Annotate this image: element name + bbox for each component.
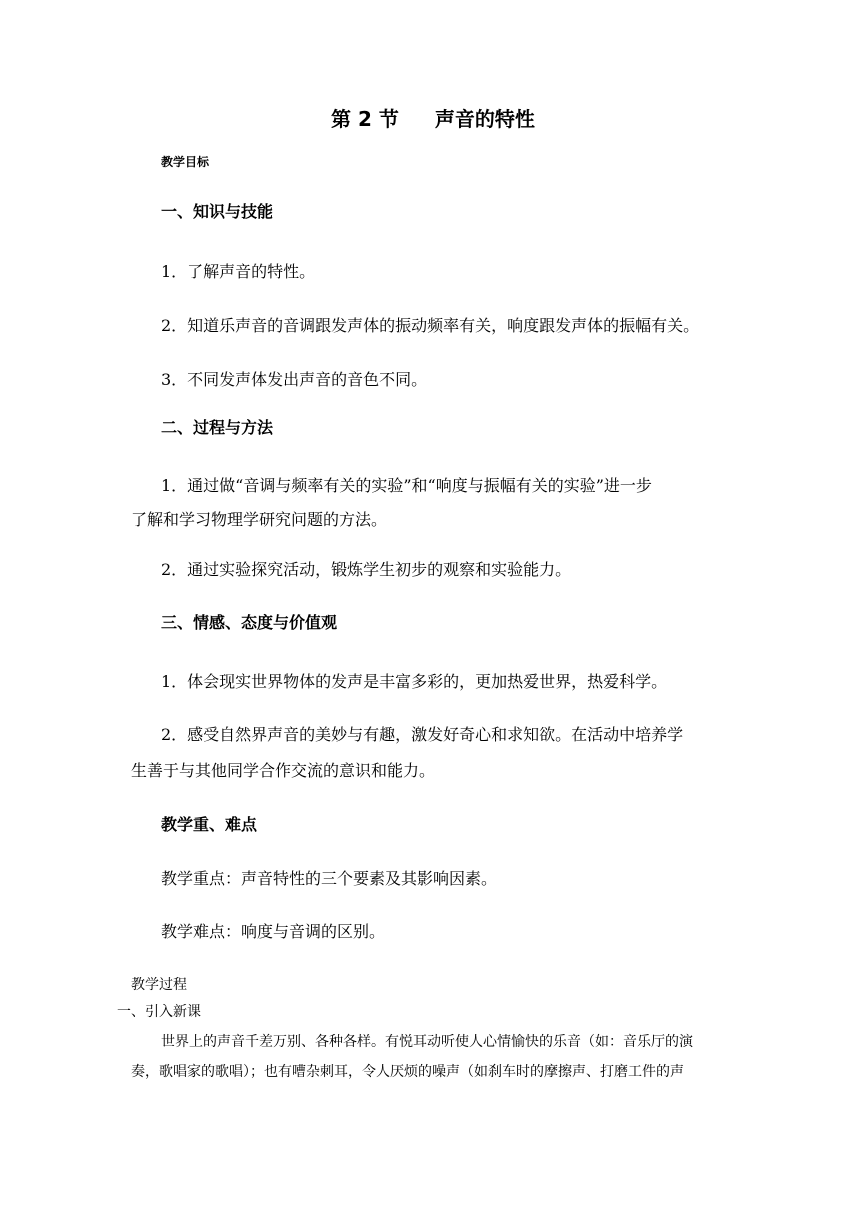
section1-item-2: 2．知道乐声音的音调跟发声体的振动频率有关，响度跟发声体的振幅有关。 [161,316,700,335]
section2-heading: 二、过程与方法 [161,418,274,437]
objectives-label: 教学目标 [161,155,210,169]
page-title [331,107,535,131]
section3-item-1: 1．体会现实世界物体的发声是丰富多彩的，更加热爱世界，热爱科学。 [161,672,668,691]
section1-item-3: 3．不同发声体发出声音的音色不同。 [161,370,428,389]
section3-item-2-line-1: 2．感受自然界声音的美妙与有趣，激发好奇心和求知欲。在活动中培养学 [161,725,684,744]
section3-item-2-line-2: 生善于与其他同学合作交流的意识和能力。 [131,761,436,780]
section3-heading: 三、情感、态度与价值观 [161,613,338,632]
section2-item-1-line-1: 1．通过做“音调与频率有关的实验”和“响度与振幅有关的实验”进一步 [161,476,652,495]
chapter-number: 第 2 节 [331,107,399,131]
key-point-difficulty: 教学难点：响度与音调的区别。 [161,922,386,941]
process-paragraph-line-2: 奏，歌唱家的歌唱）；也有嘈杂刺耳，令人厌烦的噪声（如刹车时的摩擦声、打磨工件的声 [131,1064,684,1080]
chapter-topic: 声音的特性 [434,107,535,131]
section1-heading: 一、知识与技能 [161,202,274,221]
section2-item-2: 2．通过实验探究活动，锻炼学生初步的观察和实验能力。 [161,560,572,579]
section2-item-1-line-2: 了解和学习物理学研究问题的方法。 [131,510,388,529]
process-subheading: 一、引入新课 [117,1004,201,1020]
section1-item-1: 1．了解声音的特性。 [161,262,316,281]
key-point-focus: 教学重点：声音特性的三个要素及其影响因素。 [161,869,498,888]
process-label: 教学过程 [131,977,187,993]
key-points-heading: 教学重、难点 [161,815,258,834]
process-paragraph-line-1: 世界上的声音千差万别、各种各样。有悦耳动听使人心情愉快的乐音（如：音乐厅的演 [161,1034,693,1050]
